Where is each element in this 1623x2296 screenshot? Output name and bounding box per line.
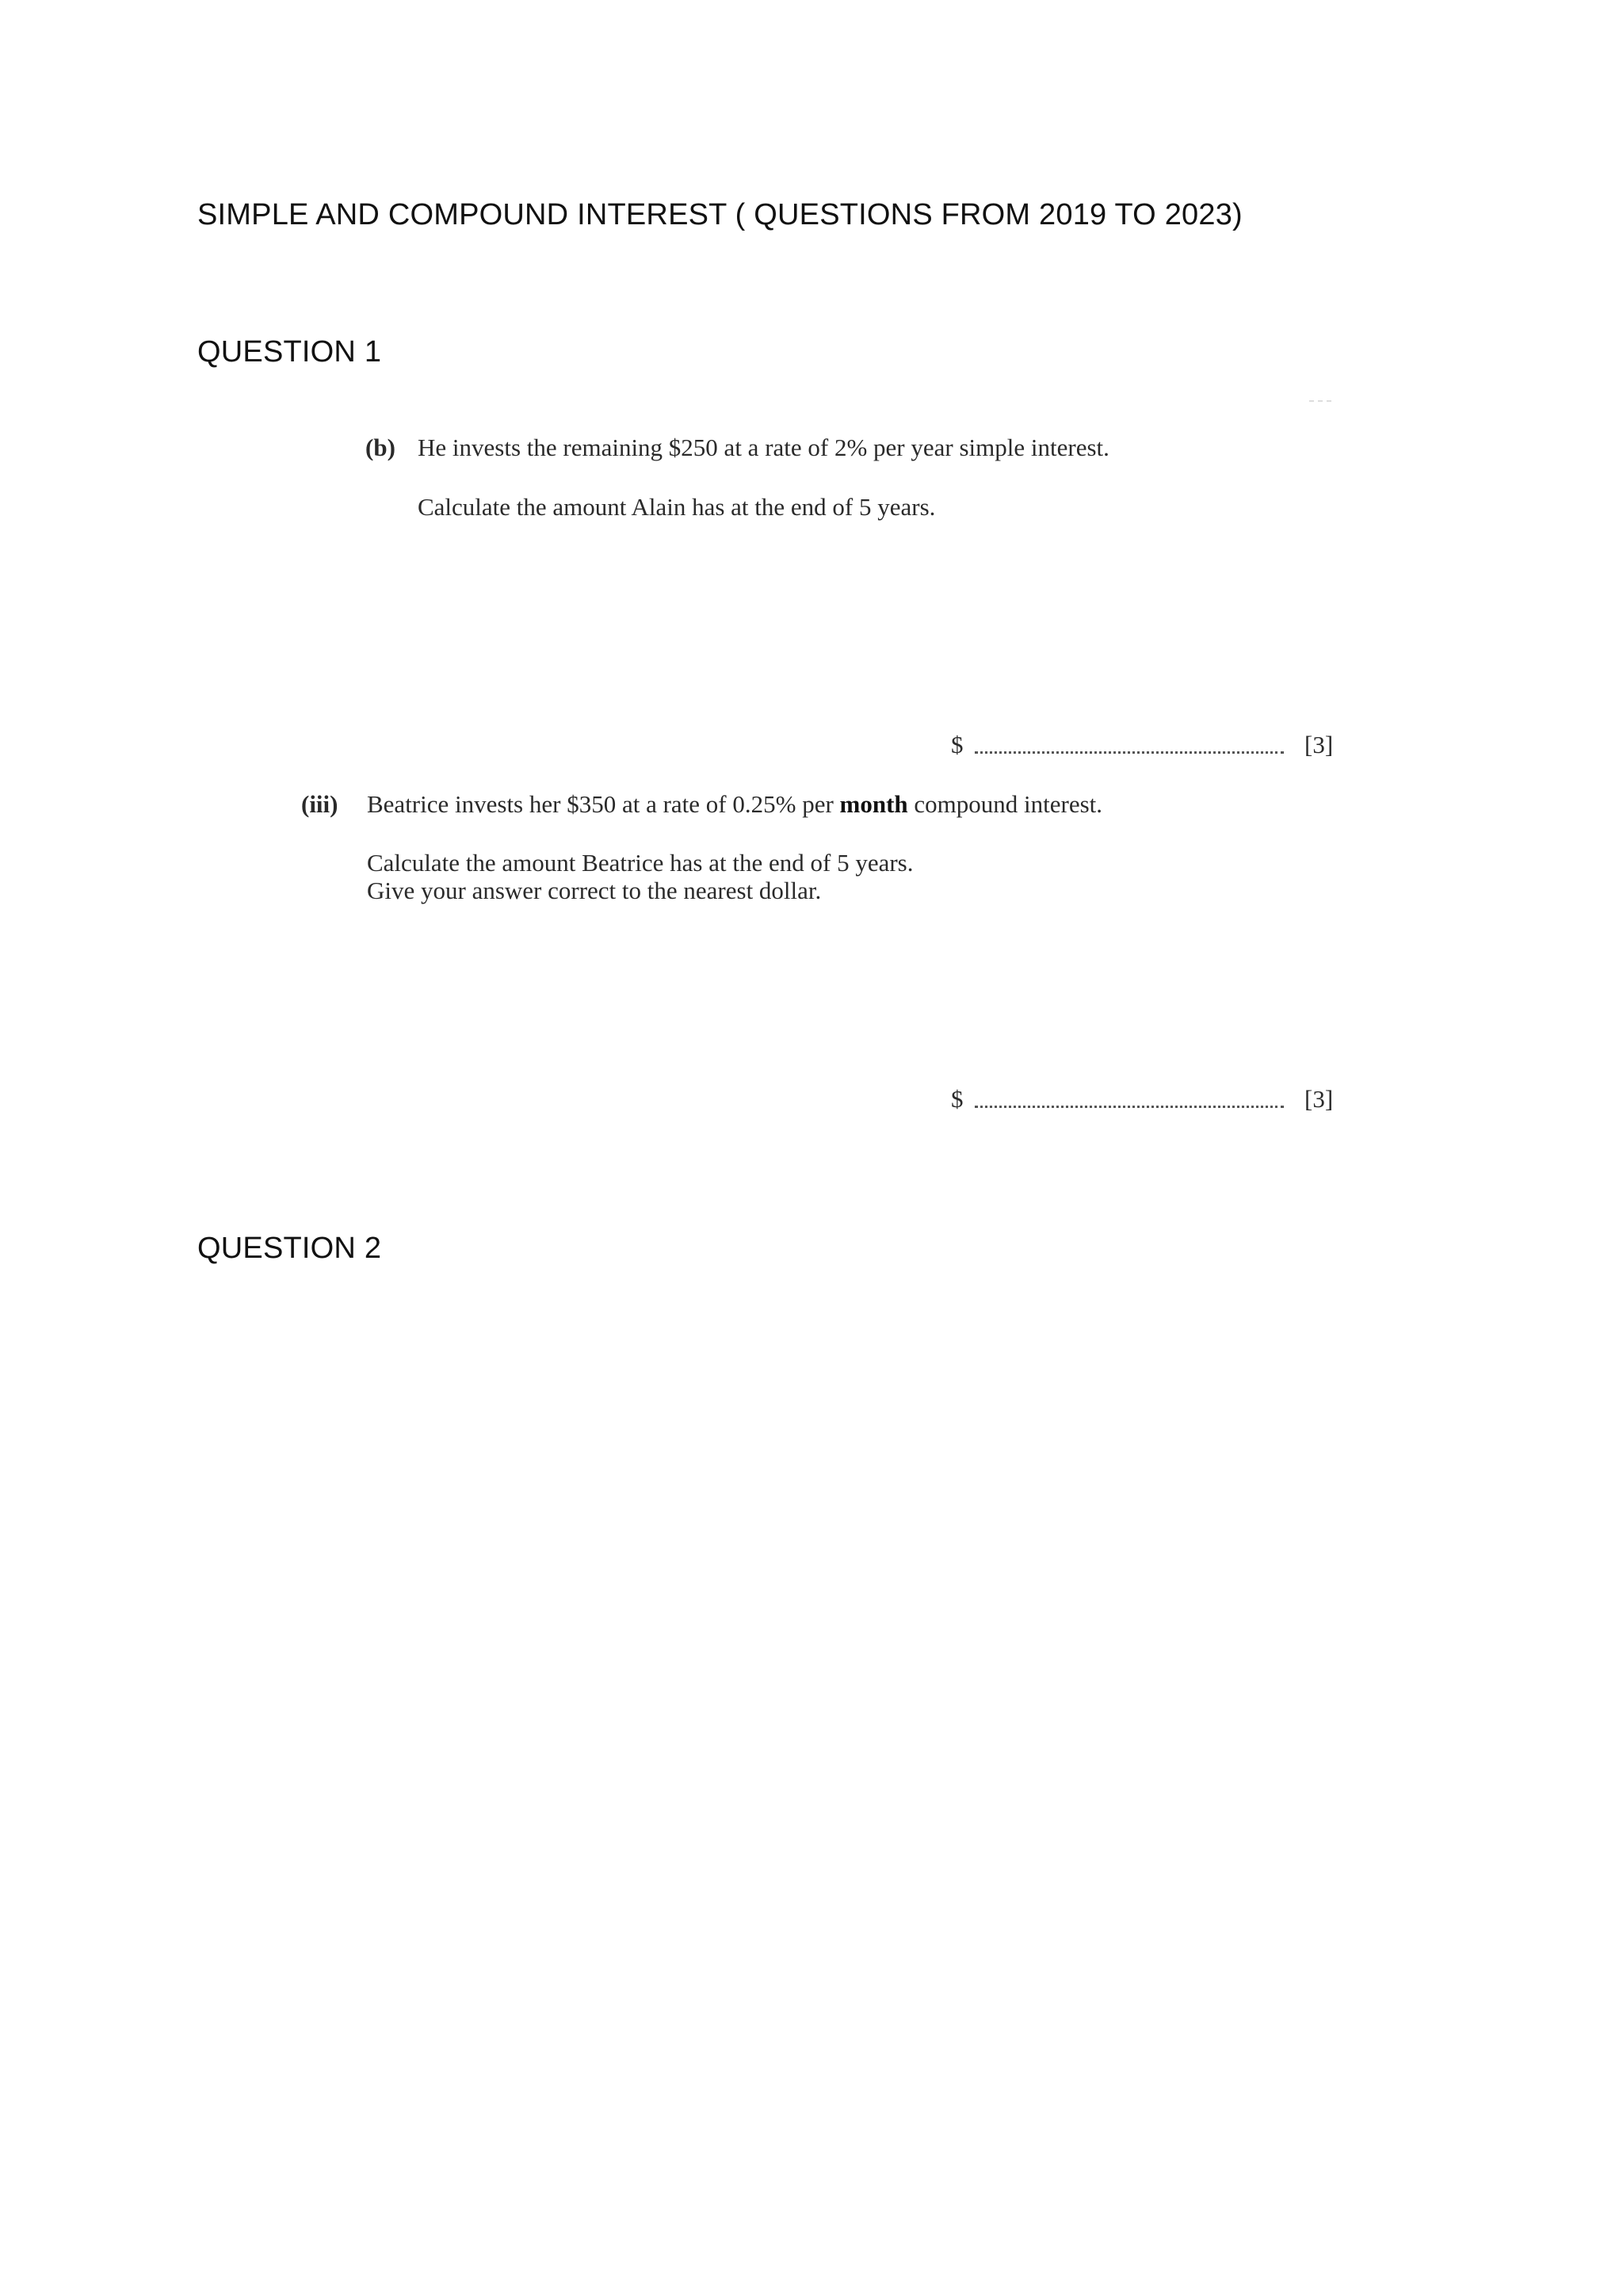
part-iii-label: (iii): [301, 790, 338, 818]
question-1-heading: QUESTION 1: [197, 335, 382, 369]
marks-label: [3]: [1304, 731, 1334, 758]
answer-dotted-line: [975, 1106, 1284, 1108]
part-b-answer-line: [951, 731, 1347, 762]
part-iii-rounding-note: Give your answer correct to the nearest dollar.: [367, 877, 822, 904]
question-2-heading: QUESTION 2: [197, 1232, 382, 1265]
part-iii-text: [367, 790, 1102, 819]
part-b-instruction: Calculate the amount Alain has at the end of 5 years.: [418, 493, 936, 521]
document-title: SIMPLE AND COMPOUND INTEREST ( QUESTIONS FROM 2019 TO 2023): [197, 198, 1243, 231]
answer-dotted-line: [975, 751, 1284, 754]
part-iii-text-bold: month: [839, 790, 908, 818]
part-iii-answer-line: [951, 1085, 1347, 1117]
part-iii-text-end: compound interest.: [907, 790, 1103, 818]
part-iii-text-start: Beatrice invests her $350 at a rate of 0.25% per: [367, 790, 840, 818]
marks-label: [3]: [1304, 1085, 1334, 1113]
part-iii-instruction: Calculate the amount Beatrice has at the end of 5 years.: [367, 849, 914, 877]
part-b-label: (b): [365, 434, 395, 461]
answer-dollar-sign: $: [951, 1085, 964, 1113]
answer-dollar-sign: $: [951, 731, 964, 758]
part-b-text: He invests the remaining $250 at a rate of 2% per year simple interest.: [418, 434, 1109, 461]
scan-artifact: [1309, 400, 1331, 402]
